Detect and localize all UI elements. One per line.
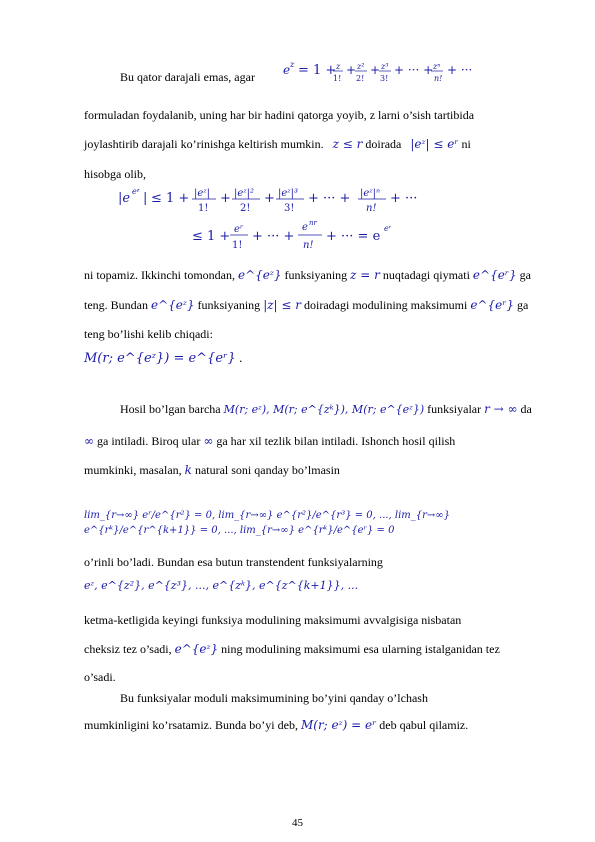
inline-math: z = r (350, 268, 380, 282)
inline-math: |eᶻ| ≤ eʳ (410, 137, 459, 151)
text-line (120, 691, 428, 706)
text-span: doirada (365, 137, 402, 151)
text-line (84, 670, 116, 685)
text-span: da (520, 402, 532, 416)
page-number: 45 (292, 817, 303, 829)
svg-text:z³: z³ (381, 62, 389, 71)
svg-text:+ ··· +: + ··· + (394, 63, 434, 77)
inline-math: e^{eᶻ} (174, 642, 219, 656)
text-span: mumkinligini ko’rsatamiz. Bunda bo’yi deb, (84, 718, 298, 732)
svg-text:+ ··· +: + ··· + (308, 191, 351, 206)
text-span: formuladan foydalanib, uning har bir hadini qatorga yoyib, z larni o’sish tartibida (84, 108, 475, 122)
text-line (84, 463, 340, 478)
inline-math: M(r; eᶻ), M(r; e^{zᵏ}), M(r; e^{eᶻ}) (223, 403, 425, 416)
text-line (120, 402, 532, 417)
text-span: funksiyaning (284, 268, 348, 282)
text-line (84, 268, 531, 283)
svg-text:n!: n! (303, 240, 314, 251)
text-span: funksiyalar (427, 402, 482, 416)
formula-exp-series-svg (283, 58, 493, 86)
svg-text:n!: n! (434, 74, 443, 83)
formula-exp-series (283, 58, 493, 89)
text-span: joylashtirib darajali ko’rinishga keltirish mumkin. (84, 137, 324, 151)
svg-text:|eᶻ|²: |eᶻ|² (234, 188, 254, 199)
svg-text:+ ···: + ··· (390, 191, 418, 206)
svg-text:+: + (220, 191, 231, 206)
svg-text:≤ 1 +: ≤ 1 + (151, 191, 190, 206)
inline-math: M(r; eᶻ) = eʳ (300, 718, 377, 732)
text-span: ni (461, 137, 471, 151)
text-line (84, 718, 468, 733)
text-span: o’sadi. (84, 670, 116, 684)
inline-math: z ≤ r (332, 137, 363, 151)
inline-math: e^{eʳ} (470, 298, 515, 312)
inline-math: r → ∞ (484, 402, 518, 416)
text-span: hisobga olib, (84, 167, 146, 181)
text-span: ga (517, 298, 529, 312)
svg-text:+: + (264, 191, 275, 206)
svg-text:nr: nr (309, 219, 317, 227)
inline-math: e^{eᶻ} (237, 268, 282, 282)
inline-math: |z| ≤ r (263, 298, 302, 312)
text-span: ketma-ketligida keyingi funksiya modulining maksimumi avvalgisiga nisbatan (84, 613, 462, 627)
text-span: natural soni qanday bo’lmasin (194, 463, 340, 477)
svg-text:|eᶻ|³: |eᶻ|³ (278, 188, 298, 199)
svg-text:2!: 2! (356, 74, 365, 83)
equation-text: lim_{r→∞} eʳ/e^{r²} = 0, lim_{r→∞} e^{r²}/e^{r³} = 0, ..., lim_{r→∞} e^{rᵏ}/e^{r^{k+1}} = 0, ..., lim_{r→∞} e^{rᵏ}/e^{eʳ} = 0 (84, 510, 451, 536)
text-line (84, 108, 474, 123)
svg-text:zⁿ: zⁿ (433, 62, 441, 71)
text-line (84, 613, 461, 628)
display-equation-4 (84, 578, 358, 594)
svg-text:n!: n! (366, 203, 377, 214)
svg-text:e: e (283, 63, 291, 77)
svg-text:+ ··· = e: + ··· = e (326, 229, 381, 244)
svg-text:|e: |e (118, 191, 131, 206)
text-span: Bu qator darajali emas, agar (120, 70, 255, 84)
text-span: Hosil bo’lgan barcha (120, 402, 221, 416)
display-equation-1 (118, 186, 438, 262)
display-equation-1-svg (118, 186, 438, 258)
text-line (120, 70, 255, 85)
text-span: o’rinli bo’ladi. Bundan esa butun transtendent funksiyalarning (84, 555, 383, 569)
svg-text:1!: 1! (198, 203, 209, 214)
infinity-symbol: ∞ (203, 434, 214, 448)
text-line (84, 298, 528, 313)
text-span: ni topamiz. Ikkinchi tomondan, (84, 268, 235, 282)
text-span: cheksiz tez o’sadi, (84, 642, 172, 656)
text-line (84, 137, 471, 152)
text-span: funksiyaning (197, 298, 261, 312)
svg-text:= 1 +: = 1 + (298, 63, 337, 78)
svg-text:+ ··· +: + ··· + (252, 229, 295, 244)
svg-text:+: + (346, 63, 357, 77)
inline-math: e^{eᶻ} (151, 298, 195, 312)
svg-text:+: + (370, 63, 381, 77)
text-span: ning modulining maksimumi esa ularning istalganidan tez (221, 642, 500, 656)
text-span: ga har xil tezlik bilan intiladi. Ishonch hosil qilish (216, 434, 456, 448)
svg-text:|: | (143, 191, 148, 206)
inline-math: k (184, 463, 192, 477)
svg-text:z: z (290, 60, 295, 69)
text-span: ga intiladi. Biroq ular (97, 434, 201, 448)
svg-text:3!: 3! (380, 74, 389, 83)
svg-text:eᶻ: eᶻ (132, 187, 140, 196)
inline-math: e^{eʳ} (472, 268, 517, 282)
svg-text:z²: z² (357, 62, 365, 71)
text-span: nuqtadagi qiymati (382, 268, 470, 282)
svg-text:|eᶻ|: |eᶻ| (194, 188, 210, 199)
text-line (84, 327, 213, 342)
svg-text:1!: 1! (333, 74, 342, 83)
display-equation-2 (84, 350, 242, 366)
text-span: teng. Bundan (84, 298, 148, 312)
svg-text:1!: 1! (232, 240, 243, 251)
svg-text:eʳ: eʳ (234, 224, 244, 235)
equation-text: eᶻ, e^{z²}, e^{z³}, ..., e^{zᵏ}, e^{z^{k+1}}, ... (84, 579, 359, 592)
svg-text:2!: 2! (240, 203, 251, 214)
text-span: mumkinki, masalan, (84, 463, 182, 477)
text-span: ga (519, 268, 531, 282)
text-line (84, 167, 146, 182)
text-line (84, 642, 500, 657)
infinity-symbol: ∞ (84, 434, 94, 448)
equation-period: . (239, 350, 243, 365)
svg-text:+ ···: + ··· (447, 63, 473, 77)
text-span: doiradagi modulining maksimumi (304, 298, 468, 312)
svg-text:e: e (302, 222, 308, 233)
text-line (84, 434, 455, 449)
display-equation-3 (84, 508, 554, 538)
svg-text:≤ 1 +: ≤ 1 + (192, 229, 231, 244)
svg-text:eʳ: eʳ (384, 224, 392, 233)
text-span: deb qabul qilamiz. (379, 718, 469, 732)
text-line (84, 555, 383, 570)
svg-text:z: z (336, 62, 341, 71)
text-span: Bu funksiyalar moduli maksimumining bo’yini qanday o’lchash (120, 691, 428, 705)
text-span: teng bo’lishi kelib chiqadi: (84, 327, 213, 341)
equation-text: M(r; e^{eᶻ}) = e^{eʳ} (84, 351, 236, 366)
svg-text:3!: 3! (284, 203, 295, 214)
svg-text:|eᶻ|ⁿ: |eᶻ|ⁿ (360, 188, 381, 199)
